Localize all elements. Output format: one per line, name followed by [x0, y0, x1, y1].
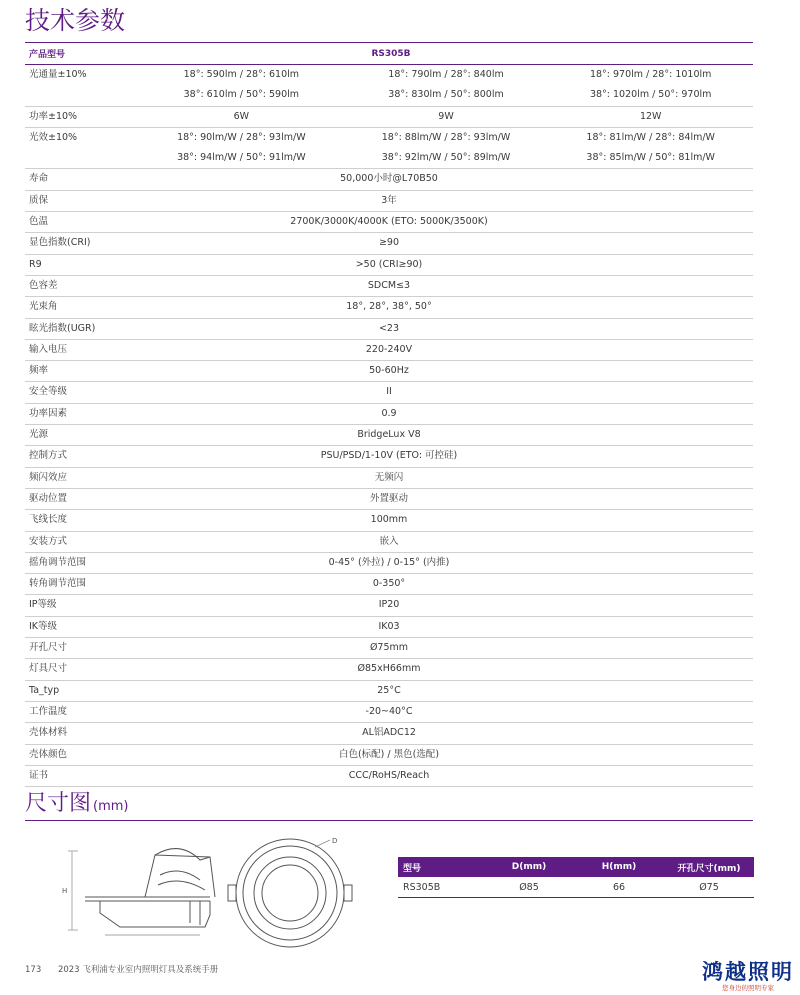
- spec-row-value: IK03: [378, 620, 400, 632]
- table-row: [25, 766, 753, 787]
- section-title-params: 技术参数: [25, 6, 126, 35]
- spec-row-value: AL铝ADC12: [362, 727, 416, 739]
- table-row: [25, 191, 753, 212]
- spec-cell: [139, 65, 344, 106]
- spec-row-value: 100mm: [370, 514, 408, 526]
- spec-row-label: Ta_typ: [29, 684, 60, 696]
- spec-multi-rows: [25, 65, 753, 169]
- drawing-label-d: D: [332, 837, 338, 845]
- spec-row-value: 18°, 28°, 38°, 50°: [346, 301, 432, 313]
- spec-row-value: 25°C: [377, 684, 401, 696]
- brand-name: 鸿越照明: [702, 960, 794, 984]
- spec-row-value: 嵌入: [379, 535, 399, 547]
- spec-row-label: 显色指数(CRI): [29, 237, 91, 249]
- spec-row-value: Ø85xH66mm: [357, 663, 421, 675]
- dim-col-h: H(mm): [601, 862, 637, 872]
- dim-col-model: 型号: [403, 863, 422, 874]
- spec-table: [25, 42, 753, 787]
- dim-cell-h: 66: [612, 881, 626, 893]
- spec-row-value: 2700K/3000K/4000K (ETO: 5000K/3500K): [290, 216, 488, 228]
- table-row: [25, 510, 753, 531]
- spec-row-label: 控制方式: [29, 450, 68, 462]
- dim-cell-cutout: Ø75: [699, 881, 719, 893]
- spec-row-label: IP等级: [29, 599, 57, 611]
- table-row: [25, 638, 753, 659]
- spec-cell: [344, 128, 549, 169]
- dimension-drawings: [60, 835, 360, 955]
- table-row: [25, 489, 753, 510]
- dims-title-unit: (mm): [93, 799, 129, 814]
- spec-row-label: IK等级: [29, 620, 58, 632]
- spec-row-value: CCC/RoHS/Reach: [348, 769, 430, 781]
- dim-col-cutout: 开孔尺寸(mm): [677, 863, 741, 874]
- table-row: [25, 681, 753, 702]
- spec-cell-line: 38°: 85lm/W / 50°: 81lm/W: [586, 152, 715, 164]
- spec-row-label: 眩光指数(UGR): [29, 322, 96, 334]
- spec-row-label: 色容差: [29, 279, 58, 291]
- dim-cell-d: Ø85: [519, 881, 539, 893]
- spec-row-values: [139, 107, 753, 127]
- spec-cell: [139, 128, 344, 169]
- spec-row-value: II: [386, 386, 392, 398]
- spec-row-label: 功率因素: [29, 407, 68, 419]
- dimension-table-header: [398, 857, 754, 877]
- brand-logo: [700, 960, 796, 993]
- brand-slogan: 您身边的照明专家: [722, 984, 774, 992]
- spec-row-label: 光通量±10%: [29, 69, 87, 80]
- spec-row-label: 驱动位置: [29, 492, 68, 504]
- spec-row-label: 光束角: [29, 301, 58, 313]
- spec-cell-line: 18°: 90lm/W / 28°: 93lm/W: [177, 131, 306, 143]
- spec-row-value: 无频闪: [374, 471, 404, 483]
- table-row: [25, 446, 753, 467]
- spec-row-label: 寿命: [29, 173, 49, 185]
- spec-cell-line: 12W: [639, 110, 662, 122]
- table-row: [25, 107, 753, 128]
- dim-cell-model: RS305B: [403, 881, 441, 893]
- spec-row-value: 50-60Hz: [369, 365, 409, 377]
- spec-row-label: 输入电压: [29, 343, 68, 355]
- spec-row-value: 外置驱动: [369, 492, 408, 504]
- spec-row-label: 工作温度: [29, 705, 68, 717]
- table-row: [25, 553, 753, 574]
- spec-row-label: 转角调节范围: [29, 578, 87, 590]
- spec-row-label: R9: [29, 258, 42, 270]
- page-number: 173: [25, 965, 42, 975]
- spec-row-label: 安全等级: [29, 386, 68, 398]
- spec-row-value: 0.9: [381, 407, 397, 419]
- spec-row-value: PSU/PSD/1-10V (ETO: 可控硅): [320, 450, 458, 462]
- table-row: [25, 276, 753, 297]
- table-row: [25, 340, 753, 361]
- spec-single-rows: [25, 169, 753, 787]
- spec-cell: [344, 107, 549, 127]
- spec-row-label: 色温: [29, 216, 49, 228]
- table-row: [25, 212, 753, 233]
- spec-header-label: 产品型号: [29, 50, 66, 60]
- spec-row-label: 壳体颜色: [29, 748, 68, 760]
- spec-cell: [344, 65, 549, 106]
- spec-cell: [548, 65, 753, 106]
- spec-cell-line: 18°: 790lm / 28°: 840lm: [388, 69, 504, 80]
- spec-row-value: <23: [378, 322, 400, 334]
- side-view-drawing: [68, 849, 215, 935]
- spec-row-label: 开孔尺寸: [29, 642, 68, 654]
- table-row: [25, 659, 753, 680]
- spec-row-label: 质保: [29, 194, 49, 206]
- table-row: [25, 128, 753, 170]
- spec-cell-line: 18°: 590lm / 28°: 610lm: [183, 69, 300, 80]
- spec-row-value: SDCM≤3: [367, 279, 411, 291]
- spec-cell: [548, 107, 753, 127]
- spec-row-value: 50,000小时@L70B50: [340, 173, 438, 185]
- table-row: [25, 532, 753, 553]
- table-row: [25, 468, 753, 489]
- spec-cell-line: 9W: [438, 110, 454, 122]
- table-row: [25, 319, 753, 340]
- dims-title-text: 尺寸图: [25, 791, 92, 816]
- section-title-dims: [25, 789, 129, 822]
- table-row: [25, 745, 753, 766]
- spec-row-label: 灯具尺寸: [29, 663, 68, 675]
- table-row: [25, 361, 753, 382]
- table-row: [25, 233, 753, 254]
- spec-row-label: 证书: [29, 769, 49, 781]
- spec-row-label: 光源: [29, 429, 49, 441]
- spec-cell-line: 38°: 830lm / 50°: 800lm: [388, 89, 504, 101]
- spec-row-value: ≥90: [378, 237, 400, 249]
- page-footer: [25, 963, 218, 975]
- table-row: [25, 65, 753, 107]
- spec-cell-line: 6W: [233, 110, 250, 122]
- table-row: [25, 425, 753, 446]
- spec-cell-line: 18°: 88lm/W / 28°: 93lm/W: [381, 131, 511, 143]
- dims-divider: [25, 820, 753, 821]
- table-row: [25, 382, 753, 403]
- spec-row-value: 0-45° (外拉) / 0-15° (内推): [328, 556, 450, 568]
- spec-cell: [139, 107, 344, 127]
- spec-row-value: 3年: [381, 194, 397, 206]
- dimension-table: [398, 857, 754, 898]
- spec-row-label: 光效±10%: [29, 131, 78, 143]
- spec-row-label: 壳体材料: [29, 727, 68, 739]
- spec-row-value: BridgeLux V8: [357, 429, 421, 441]
- spec-row-value: Ø75mm: [369, 642, 409, 654]
- spec-row-value: 0-350°: [372, 578, 406, 590]
- spec-row-label: 功率±10%: [29, 110, 78, 122]
- spec-row-value: 220-240V: [365, 343, 413, 355]
- spec-row-value: IP20: [378, 599, 400, 611]
- table-row: [25, 255, 753, 276]
- spec-row-values: [139, 65, 753, 106]
- spec-cell-line: 38°: 610lm / 50°: 590lm: [183, 89, 300, 101]
- spec-cell-line: 18°: 81lm/W / 28°: 84lm/W: [586, 131, 715, 143]
- spec-row-label: 飞线长度: [29, 514, 68, 526]
- spec-cell-line: 38°: 94lm/W / 50°: 91lm/W: [177, 152, 306, 164]
- drawing-label-h: H: [62, 887, 68, 895]
- table-row: [25, 297, 753, 318]
- spec-row-values: [139, 128, 753, 169]
- spec-cell-line: 38°: 1020lm / 50°: 970lm: [589, 89, 712, 101]
- spec-header-row: [25, 42, 753, 65]
- table-row: [25, 702, 753, 723]
- spec-row-value: >50 (CRI≥90): [355, 258, 423, 270]
- table-row: [25, 404, 753, 425]
- spec-row-label: 频率: [29, 365, 49, 377]
- spec-header-model: RS305B: [371, 48, 411, 59]
- table-row: [25, 723, 753, 744]
- table-row: [25, 169, 753, 190]
- spec-row-value: 白色(标配) / 黑色(选配): [338, 748, 440, 760]
- spec-row-label: 摇角调节范围: [29, 556, 87, 568]
- spec-cell: [548, 128, 753, 169]
- table-row: [398, 877, 754, 898]
- spec-row-label: 频闪效应: [29, 471, 68, 483]
- table-row: [25, 595, 753, 616]
- footer-text: 2023 飞利浦专业室内照明灯具及系统手册: [57, 965, 219, 975]
- spec-row-value: -20~40°C: [365, 705, 413, 717]
- table-row: [25, 617, 753, 638]
- top-view-drawing: [228, 839, 352, 947]
- spec-row-label: 安装方式: [29, 535, 68, 547]
- dim-col-d: D(mm): [511, 862, 547, 872]
- spec-cell-line: 18°: 970lm / 28°: 1010lm: [589, 69, 712, 80]
- table-row: [25, 574, 753, 595]
- spec-cell-line: 38°: 92lm/W / 50°: 89lm/W: [381, 152, 511, 164]
